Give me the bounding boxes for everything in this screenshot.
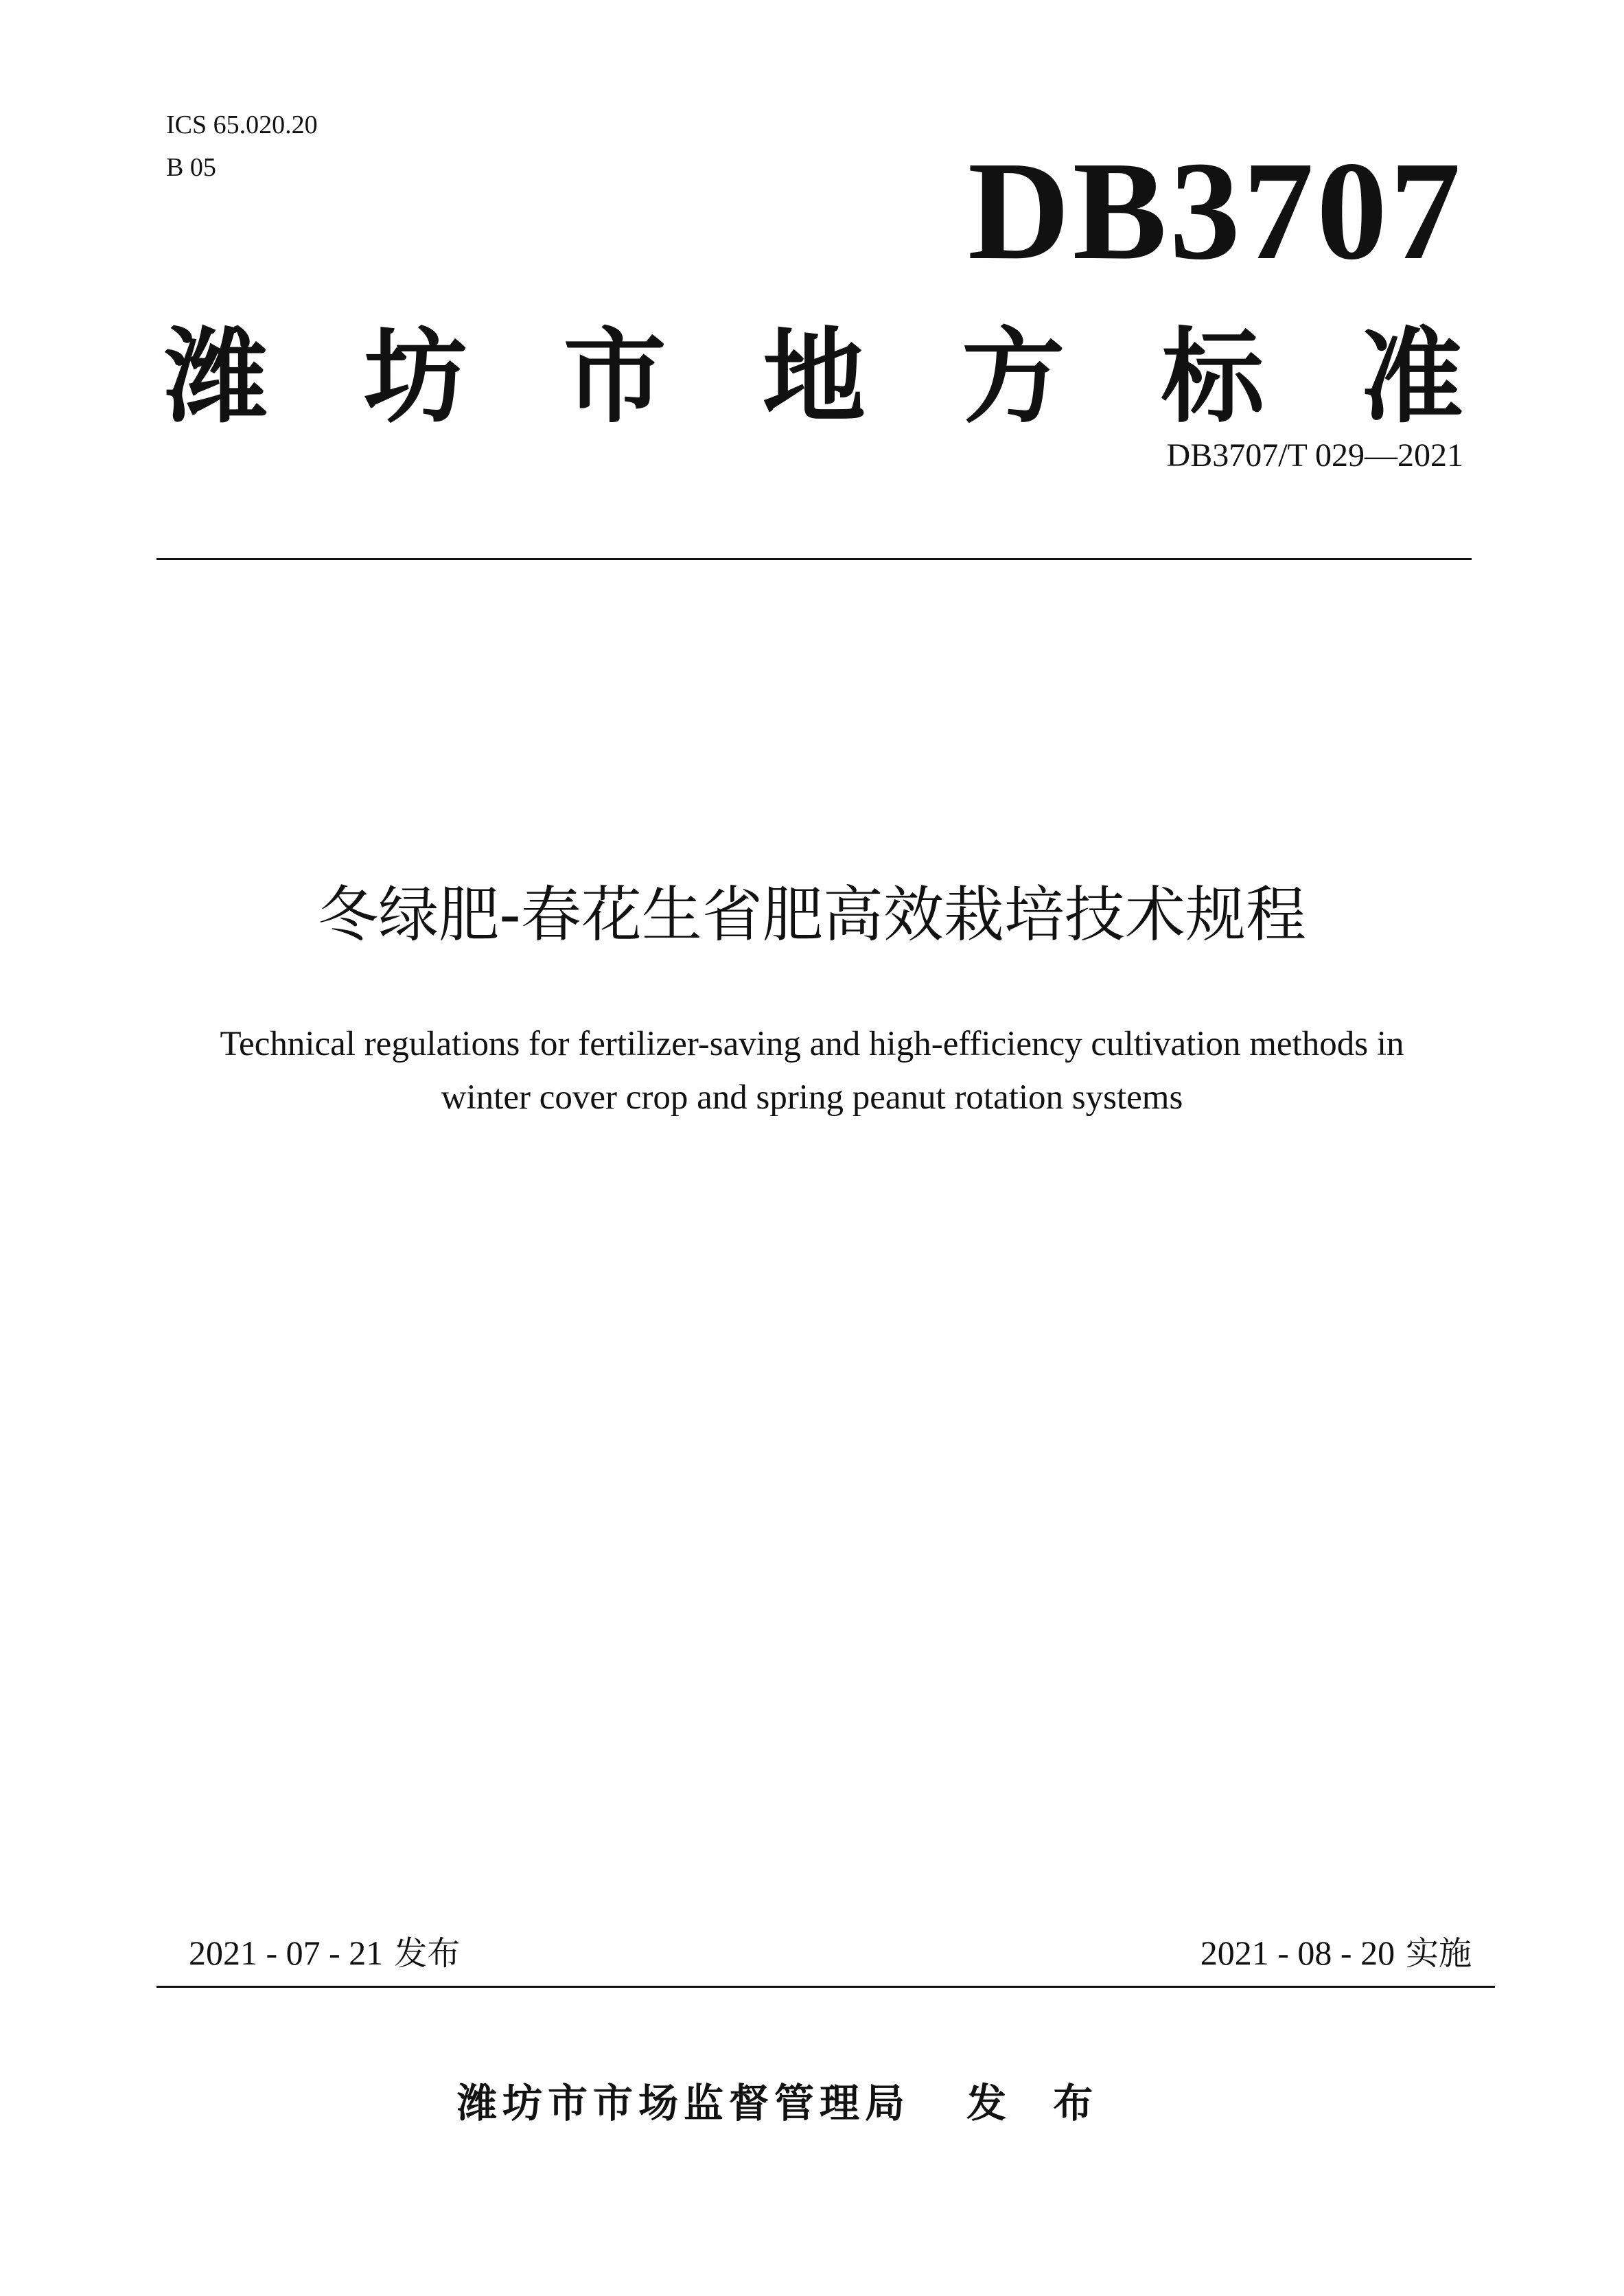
footer-divider — [156, 1986, 1495, 1988]
standard-logo: DB3707 — [967, 132, 1463, 289]
issue-date-value: 2021 - 07 - 21 — [189, 1934, 384, 1972]
title-english-line: winter cover crop and spring peanut rotation systems — [441, 1078, 1183, 1117]
standard-type — [165, 319, 1463, 436]
standard-type-char: 市 — [563, 318, 666, 437]
ccs-code: B 05 — [166, 153, 216, 182]
standard-type-char: 地 — [762, 318, 866, 437]
standard-number: DB3707/T 029—2021 — [1166, 437, 1463, 474]
standard-type-char: 方 — [962, 318, 1065, 437]
title-chinese: 冬绿肥-春花生省肥高效栽培技术规程 — [318, 879, 1306, 950]
issuer-name: 潍坊市市场监督管理局 — [457, 2080, 911, 2126]
issue-date-label: 发布 — [394, 1934, 461, 1973]
issuer-action: 发 布 — [966, 2080, 1110, 2126]
implementation-date — [1200, 1934, 1472, 1973]
issuer — [457, 2080, 1110, 2126]
implementation-date-value: 2021 - 08 - 20 — [1200, 1934, 1395, 1972]
standard-type-char: 潍 — [165, 318, 268, 437]
title-english — [137, 1017, 1487, 1124]
header-divider — [156, 558, 1472, 560]
issue-date — [189, 1934, 461, 1973]
ics-code: ICS 65.020.20 — [166, 111, 318, 139]
implementation-date-label: 实施 — [1405, 1934, 1472, 1973]
standard-type-char: 准 — [1360, 318, 1463, 437]
standard-type-char: 坊 — [364, 318, 467, 437]
standard-type-char: 标 — [1161, 318, 1264, 437]
title-english-line: Technical regulations for fertilizer-saving and high-efficiency cultivation methods in — [220, 1025, 1404, 1063]
